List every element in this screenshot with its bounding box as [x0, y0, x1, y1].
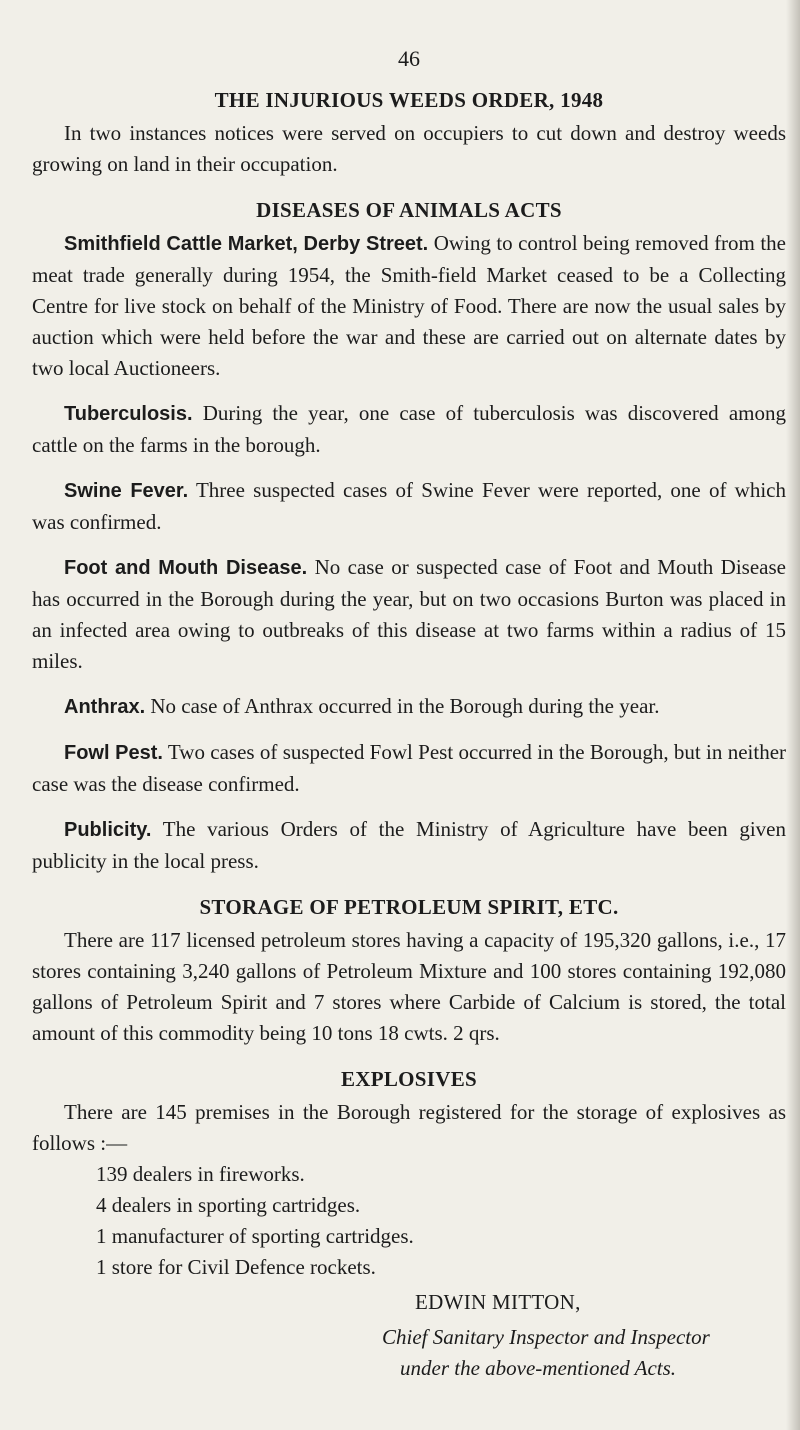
paragraph-text: The various Orders of the Ministry of Agriculture have been given publicity in the local press. — [32, 817, 786, 873]
page-edge-shadow — [786, 0, 800, 1430]
paragraph-tuberculosis — [32, 398, 786, 461]
paragraph-anthrax — [32, 691, 786, 723]
list-item: 1 manufacturer of sporting cartridges. — [96, 1224, 414, 1248]
paragraph-smithfield — [32, 228, 786, 384]
list-item: 4 dealers in sporting cartridges. — [96, 1193, 361, 1217]
paragraph-text: In two instances notices were served on occupiers to cut down and destroy weeds growing on land in their occupation. — [32, 121, 786, 176]
paragraph-text: There are 117 licensed petroleum stores having a capacity of 195,320 gallons, i.e., 17 stores containing 3,240 gallons of Petroleum Mixture and 100 stores containing 192,080 gallons of Petroleum Spirit and 7 stores where Carbide of Calcium is stored, the total amount of this commodity being 10 tons 18 cwts. 2 qrs. — [32, 928, 786, 1045]
paragraph-text: There are 145 premises in the Borough registered for the storage of explosives as follows :— — [32, 1100, 786, 1155]
signature-title — [382, 1322, 786, 1384]
paragraph-text: Two cases of suspected Fowl Pest occurred in the Borough, but in neither case was the disease confirmed. — [32, 740, 787, 796]
list-item: 139 dealers in fireworks. — [96, 1162, 305, 1186]
signature-name: EDWIN MITTON, — [415, 1290, 581, 1314]
paragraph-fowl-pest — [32, 737, 786, 800]
paragraph-lead: Swine Fever. — [64, 480, 189, 502]
section-heading-injurious-weeds: THE INJURIOUS WEEDS ORDER, 1948 — [214, 88, 604, 112]
list-item: 1 store for Civil Defence rockets. — [96, 1255, 376, 1279]
paragraph-petroleum-stores — [32, 925, 786, 1049]
paragraph-lead: Anthrax. — [64, 696, 146, 718]
paragraph-lead: Fowl Pest. — [64, 742, 163, 764]
paragraph-explosives-premises — [32, 1097, 786, 1159]
paragraph-swine-fever — [32, 475, 786, 538]
paragraph-text: Owing to control being removed from the meat trade generally during 1954, the Smith-field Market ceased to be a Collecting Centre for live stock on behalf of the Ministry of Food. There are now the usual sales by auction which were held before the war and these are carried out on alternate dates by two local Auctioneers. — [32, 231, 786, 380]
section-heading-diseases-of-animals: DISEASES OF ANIMALS ACTS — [256, 198, 562, 222]
paragraph-text: Three suspected cases of Swine Fever were reported, one of which was confirmed. — [32, 478, 786, 534]
paragraph-lead: Smithfield Cattle Market, Derby Street. — [64, 233, 429, 255]
page-number: 46 — [398, 46, 420, 71]
signature-title-line1: Chief Sanitary Inspector and Inspector — [382, 1325, 710, 1349]
paragraph-publicity — [32, 814, 786, 877]
paragraph-weeds-notices — [32, 118, 786, 180]
explosives-list — [32, 1159, 786, 1283]
signature-title-line2: under the above-mentioned Acts. — [400, 1356, 677, 1380]
paragraph-lead: Publicity. — [64, 819, 152, 841]
section-heading-explosives: EXPLOSIVES — [340, 1067, 478, 1091]
paragraph-text: During the year, one case of tuberculosis was discovered among cattle on the farms in the borough. — [32, 401, 786, 457]
paragraph-text: No case of Anthrax occurred in the Borough during the year. — [145, 694, 660, 718]
paragraph-foot-and-mouth — [32, 552, 786, 677]
paragraph-lead: Foot and Mouth Disease. — [64, 557, 308, 579]
section-heading-petroleum: STORAGE OF PETROLEUM SPIRIT, ETC. — [199, 895, 619, 919]
paragraph-text: No case or suspected case of Foot and Mouth Disease has occurred in the Borough during the year, but on two occasions Burton was placed in an infected area owing to outbreaks of this disease at two farms within a radius of 15 miles. — [32, 555, 786, 673]
paragraph-lead: Tuberculosis. — [64, 403, 193, 425]
